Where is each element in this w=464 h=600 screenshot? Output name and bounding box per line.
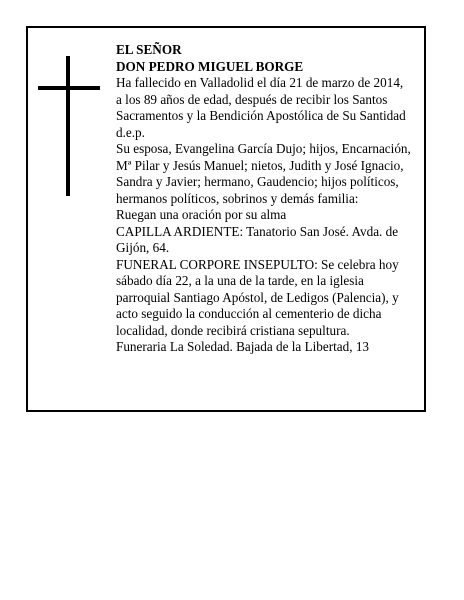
obituary-body-line: Mª Pilar y Jesús Manuel; nietos, Judith y José Ignacio, xyxy=(116,157,404,173)
latin-cross-icon xyxy=(38,56,100,196)
obituary-body-line: Ruegan una oración por su alma xyxy=(116,207,287,222)
obituary-body-line: localidad, donde recibirá cristiana sepultura. xyxy=(116,322,350,338)
obituary-body-line: a los 89 años de edad, después de recibir los Santos xyxy=(116,91,388,107)
obituary-body-line: Gijón, 64. xyxy=(116,240,170,255)
obituary-body-line: d.e.p. xyxy=(116,124,145,140)
obituary-notice xyxy=(26,26,426,412)
obituary-body-line: FUNERAL CORPORE INSEPULTO: Se celebra hoy xyxy=(116,256,399,272)
obituary-title-line-2: DON PEDRO MIGUEL BORGE xyxy=(116,58,304,74)
obituary-body-line: Sandra y Javier; hermano, Gaudencio; hijos políticos, xyxy=(116,174,399,189)
obituary-body-line: hermanos políticos, sobrinos y demás familia: xyxy=(116,190,359,206)
obituary-body-line: Ha fallecido en Valladolid el día 21 de marzo de 2014, xyxy=(116,75,404,90)
obituary-title-line-1: EL SEÑOR xyxy=(116,42,182,57)
obituary-body-line: CAPILLA ARDIENTE: Tanatorio San José. Avda. de xyxy=(116,223,399,239)
obituary-text xyxy=(116,42,422,356)
obituary-body-line: sábado día 22, a la una de la tarde, en la iglesia xyxy=(116,273,364,288)
cross-horizontal-bar xyxy=(38,86,100,90)
obituary-body-line: Su esposa, Evangelina García Dujo; hijos, Encarnación, xyxy=(116,141,411,156)
obituary-body-line: Sacramentos y la Bendición Apostólica de Su Santidad xyxy=(116,108,406,123)
cross-vertical-bar xyxy=(66,56,70,196)
obituary-body-line: Funeraria La Soledad. Bajada de la Libertad, 13 xyxy=(116,339,370,354)
obituary-body-line: parroquial Santiago Apóstol, de Ledigos (Palencia), y xyxy=(116,289,399,305)
obituary-body-line: acto seguido la conducción al cementerio de dicha xyxy=(116,306,382,321)
